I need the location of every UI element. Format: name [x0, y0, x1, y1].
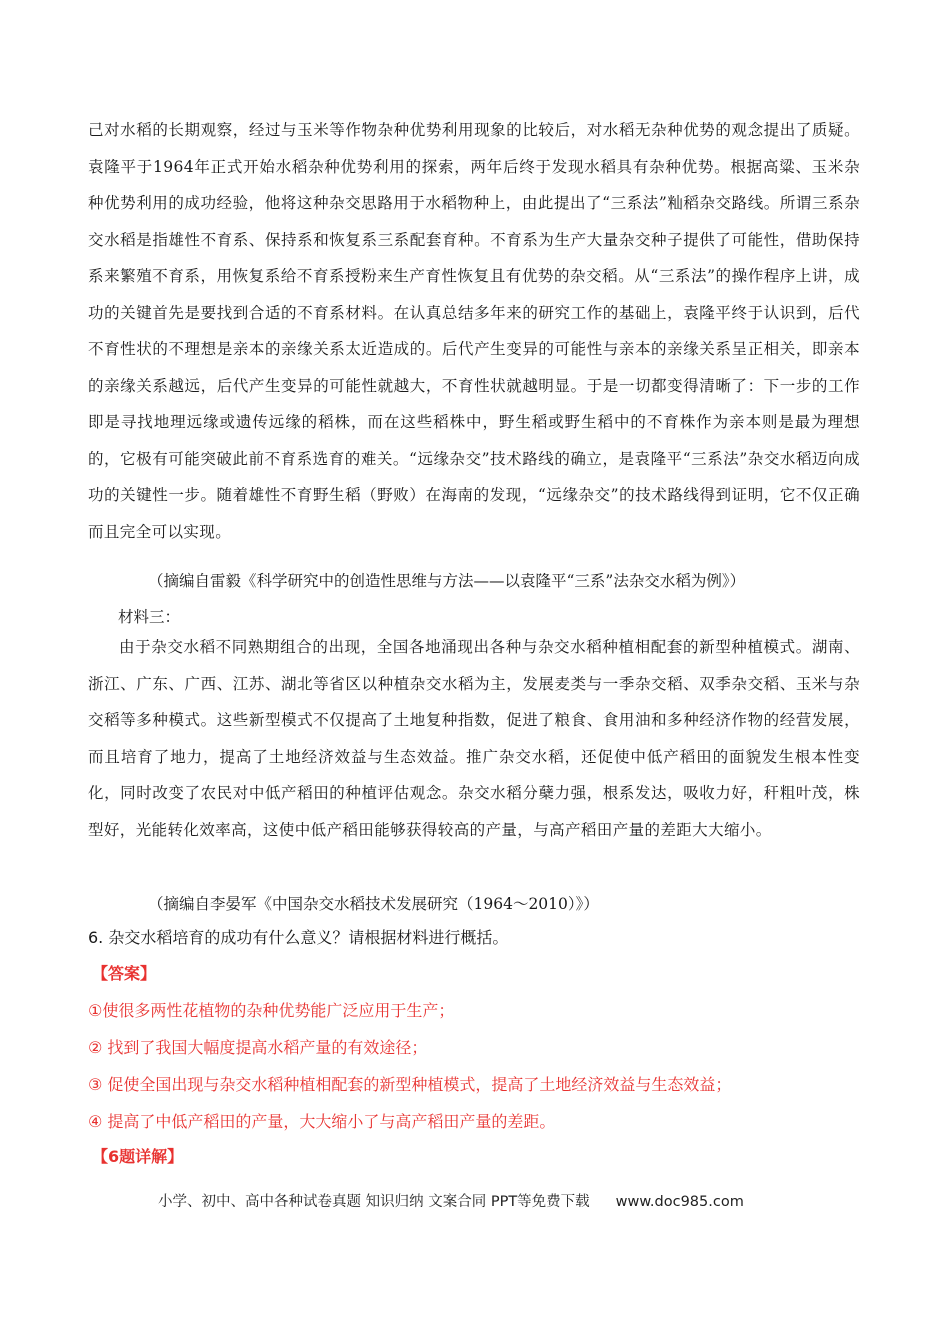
answer-heading: 【答案】: [92, 964, 157, 983]
material-two-paragraph: 己对水稻的长期观察，经过与玉米等作物杂种优势利用现象的比较后，对水稻无杂种优势的观念提出了质疑。袁隆平于1964年正式开始水稻杂种优势利用的探索，两年后终于发现水稻具有杂种优势。根据高粱、玉米杂种优势利用的成功经验，他将这种杂交思路用于水稻物种上，由此提出了“三系法”籼稻杂交路线。所谓三系杂交水稻是指雄性不育系、保持系和恢复系三系配套育种。不育系为生产大量杂交种子提供了可能性，借助保持系来繁殖不育系，用恢复系给不育系授粉来生产育性恢复且有优势的杂交稻。从“三系法”的操作程序上讲，成功的关键首先是要找到合适的不育系材料。在认真总结多年来的研究工作的基础上，袁隆平终于认识到，后代不育性状的不理想是亲本的亲缘关系太近造成的。后代产生变异的可能性与亲本的亲缘关系呈正相关，即亲本的亲缘关系越远，后代产生变异的可能性就越大，不育性状就越明显。于是一切都变得清晰了：下一步的工作即是寻找地理远缘或遗传远缘的稻株，而在这些稻株中，野生稻或野生稻中的不育株作为亲本则是最为理想的，它极有可能突破此前不育系选育的难关。“远缘杂交”技术路线的确立，是袁隆平“三系法”杂交水稻迈向成功的关键性一步。随着雄性不育野生稻（野败）在海南的发现，“远缘杂交”的技术路线得到证明，它不仅正确而且完全可以实现。: [88, 121, 860, 541]
answer-item-1: ①使很多两性花植物的杂种优势能广泛应用于生产；: [88, 1001, 455, 1020]
question-six: 6. 杂交水稻培育的成功有什么意义？请根据材料进行概括。: [88, 928, 509, 947]
material-two-source: （摘编自雷毅《科学研究中的创造性思维与方法——以袁隆平“三系”法杂交水稻为例》）: [148, 572, 746, 590]
answer-item-4: ④ 提高了中低产稻田的产量，大大缩小了与高产稻田产量的差距。: [88, 1112, 556, 1131]
material-three-paragraph: 由于杂交水稻不同熟期组合的出现，全国各地涌现出各种与杂交水稻种植相配套的新型种植模式。湖南、浙江、广东、广西、江苏、湖北等省区以种植杂交水稻为主，发展麦类与一季杂交稻、双季杂交稻、玉米与杂交稻等多种模式。这些新型模式不仅提高了土地复种指数，促进了粮食、食用油和多种经济作物的经营发展，而且培育了地力，提高了土地经济效益与生态效益。推广杂交水稻，还促使中低产稻田的面貌发生根本性变化，同时改变了农民对中低产稻田的种植评估观念。杂交水稻分蘖力强，根系发达，吸收力好，秆粗叶茂，株型好，光能转化效率高，这使中低产稻田能够获得较高的产量，与高产稻田产量的差距大大缩小。: [88, 638, 860, 839]
page-footer: [158, 1190, 744, 1211]
footer-url[interactable]: www.doc985.com: [615, 1194, 744, 1210]
footer-text: 小学、初中、高中各种试卷真题 知识归纳 文案合同 PPT等免费下载: [158, 1194, 590, 1210]
material-three-heading: 材料三：: [118, 608, 181, 626]
material-three-source: （摘编自李晏军《中国杂交水稻技术发展研究（1964～2010）》）: [148, 895, 599, 913]
answer-item-3: ③ 促使全国出现与杂交水稻种植相配套的新型种植模式，提高了土地经济效益与生态效益；: [88, 1075, 732, 1094]
answer-item-2: ② 找到了我国大幅度提高水稻产量的有效途径；: [88, 1038, 428, 1057]
detail-heading: 【6题详解】: [92, 1147, 184, 1166]
